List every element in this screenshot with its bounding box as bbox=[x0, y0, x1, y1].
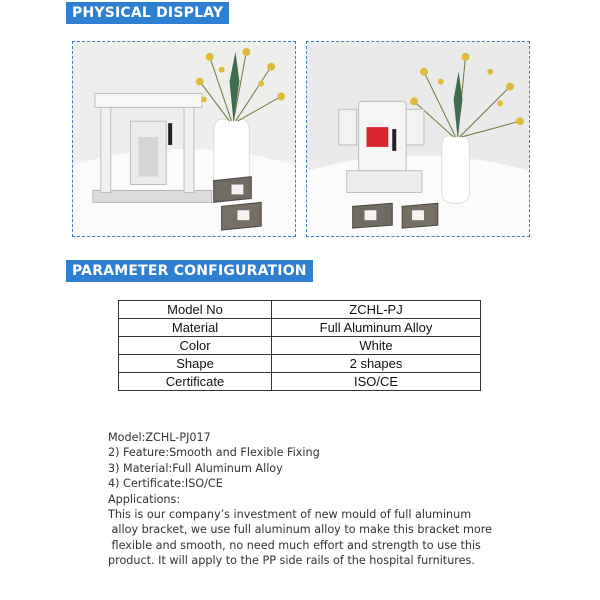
parameter-table bbox=[118, 300, 481, 391]
table-row bbox=[119, 337, 481, 355]
table-row bbox=[119, 301, 481, 319]
description-line: flexible and smooth, no need much effort and strength to use this bbox=[108, 538, 481, 552]
param-value: White bbox=[272, 337, 481, 355]
description-line: 3) Material:Full Aluminum Alloy bbox=[108, 461, 283, 475]
table-row bbox=[119, 355, 481, 373]
description-line: This is our company’s investment of new mould of full aluminum bbox=[108, 508, 472, 522]
bracket-installed-illustration bbox=[307, 42, 529, 236]
param-label: Material bbox=[119, 319, 272, 337]
description-line: alloy bracket, we use full aluminum alloy to make this bracket more bbox=[108, 523, 492, 537]
physical-display-heading: PHYSICAL DISPLAY bbox=[66, 2, 229, 24]
description-line: Applications: bbox=[108, 492, 181, 506]
table-row bbox=[119, 319, 481, 337]
bracket-photo-installed bbox=[306, 41, 530, 237]
description-line: Model:ZCHL-PJ017 bbox=[108, 431, 211, 444]
param-label: Model No bbox=[119, 301, 272, 319]
product-description bbox=[108, 430, 508, 569]
param-label: Shape bbox=[119, 355, 272, 373]
description-line: 2) Feature:Smooth and Flexible Fixing bbox=[108, 446, 320, 460]
description-line: product. It will apply to the PP side rails of the hospital furnitures. bbox=[108, 554, 475, 568]
param-label: Certificate bbox=[119, 373, 272, 391]
param-value: 2 shapes bbox=[272, 355, 481, 373]
parameter-configuration-heading: PARAMETER CONFIGURATION bbox=[66, 260, 313, 282]
description-line: 4) Certificate:ISO/CE bbox=[108, 477, 223, 491]
bracket-front-illustration bbox=[73, 42, 295, 236]
param-value: Full Aluminum Alloy bbox=[272, 319, 481, 337]
param-value: ZCHL-PJ bbox=[272, 301, 481, 319]
bracket-photo-front bbox=[72, 41, 296, 237]
param-value: ISO/CE bbox=[272, 373, 481, 391]
table-row bbox=[119, 373, 481, 391]
param-label: Color bbox=[119, 337, 272, 355]
